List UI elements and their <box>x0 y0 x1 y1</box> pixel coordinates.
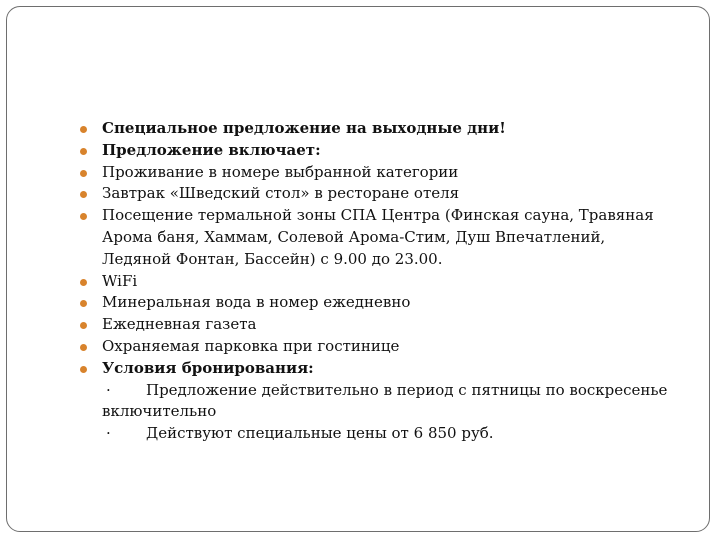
list-item-accommodation <box>78 162 678 184</box>
bullet-dot-icon <box>80 300 87 307</box>
item-text: Условия бронирования: <box>102 358 314 377</box>
condition-item <box>102 380 678 424</box>
bullet-dot-icon <box>80 126 87 133</box>
list-item-weekend-offer <box>78 118 678 140</box>
condition-marker: · <box>106 380 111 399</box>
item-text: Завтрак «Шведский стол» в ресторане отеля <box>102 184 460 203</box>
condition-text: Предложение действительно в период с пятницы по воскресенье включительно <box>102 380 668 421</box>
bullet-dot-icon <box>80 366 87 373</box>
list-item-parking <box>78 336 678 358</box>
list-item-wifi <box>78 271 678 293</box>
item-text: Проживание в номере выбранной категории <box>102 162 459 181</box>
item-text: Охраняемая парковка при гостинице <box>102 336 400 355</box>
list-item-newspaper <box>78 314 678 336</box>
list-item-includes <box>78 140 678 162</box>
item-text: Посещение термальной зоны СПА Центра (Финская сауна, Травяная Арома баня, Хаммам, Солевой Арома-Стим, Душ Впечатлений, Ледяной Фонтан, Бассейн) с 9.00 до 23.00. <box>102 206 654 268</box>
list-item-breakfast <box>78 183 678 205</box>
item-text: WiFi <box>102 271 138 290</box>
bullet-dot-icon <box>80 191 87 198</box>
item-text: Минеральная вода в номер ежедневно <box>102 293 411 312</box>
bullet-dot-icon <box>80 148 87 155</box>
condition-item <box>102 423 678 445</box>
list-item-water <box>78 292 678 314</box>
bullet-dot-icon <box>80 279 87 286</box>
item-text: Специальное предложение на выходные дни! <box>102 119 506 137</box>
list-item-booking-conditions <box>78 358 678 445</box>
item-text: Предложение включает: <box>102 140 321 159</box>
bullet-dot-icon <box>80 213 87 220</box>
bullet-dot-icon <box>80 344 87 351</box>
list-item-spa <box>78 205 678 270</box>
bullet-dot-icon <box>80 170 87 177</box>
offer-list <box>78 118 678 445</box>
slide-content <box>78 118 678 445</box>
bullet-dot-icon <box>80 322 87 329</box>
condition-marker: · <box>106 424 111 443</box>
condition-text: Действуют специальные цены от 6 850 руб. <box>146 424 494 443</box>
item-text: Ежедневная газета <box>102 315 257 334</box>
